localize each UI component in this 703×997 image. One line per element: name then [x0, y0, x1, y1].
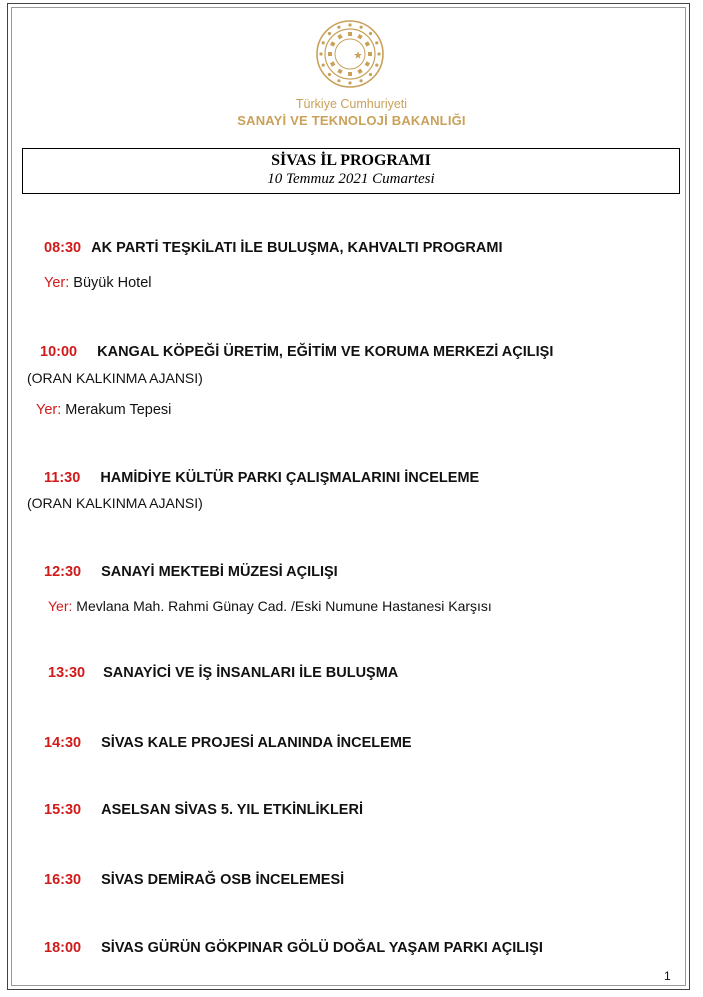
- country-name: Türkiye Cumhuriyeti: [295, 97, 408, 111]
- event-title: AK PARTİ TEŞKİLATI İLE BULUŞMA, KAHVALTI PROGRAMI: [91, 240, 503, 256]
- event-time: 13:30: [48, 665, 86, 681]
- program-date: 10 Temmuz 2021 Cumartesi: [267, 171, 435, 187]
- program-title: SİVAS İL PROGRAMI: [271, 152, 431, 169]
- event-row: [40, 344, 553, 360]
- event-note: (ORAN KALKINMA AJANSI): [27, 495, 203, 511]
- event-title: SİVAS GÜRÜN GÖKPINAR GÖLÜ DOĞAL YAŞAM PARKI AÇILIŞI: [101, 940, 543, 956]
- location-text: Mevlana Mah. Rahmi Günay Cad. /Eski Numune Hastanesi Karşısı: [76, 598, 492, 614]
- event-location: [36, 402, 171, 418]
- event-note: (ORAN KALKINMA AJANSI): [27, 370, 203, 386]
- event-title: ASELSAN SİVAS 5. YIL ETKİNLİKLERİ: [101, 802, 363, 818]
- event-row: [48, 665, 398, 681]
- event-time: 08:30: [44, 240, 82, 256]
- location-label: Yer:: [48, 598, 73, 614]
- event-title: SANAYİ MEKTEBİ MÜZESİ AÇILIŞI: [101, 564, 338, 580]
- event-row: [44, 872, 344, 888]
- event-row: [44, 470, 479, 486]
- location-label: Yer:: [44, 275, 70, 291]
- event-row: [44, 564, 338, 580]
- event-time: 10:00: [40, 344, 78, 360]
- event-title: SİVAS DEMİRAĞ OSB İNCELEMESİ: [101, 872, 345, 888]
- location-label: Yer:: [36, 402, 62, 418]
- event-title: SİVAS KALE PROJESİ ALANINDA İNCELEME: [101, 735, 412, 751]
- event-title: KANGAL KÖPEĞİ ÜRETİM, EĞİTİM VE KORUMA MERKEZİ AÇILIŞI: [97, 344, 554, 360]
- event-time: 15:30: [44, 802, 82, 818]
- event-time: 14:30: [44, 735, 82, 751]
- event-row: [44, 802, 363, 818]
- ministry-name: SANAYİ VE TEKNOLOJİ BAKANLIĞI: [237, 113, 466, 128]
- ministry-seal-icon: [314, 18, 386, 90]
- event-time: 18:00: [44, 940, 82, 956]
- event-title: HAMİDİYE KÜLTÜR PARKI ÇALIŞMALARINI İNCELEME: [100, 470, 480, 486]
- program-title-box: [22, 148, 680, 194]
- event-row: [44, 940, 543, 956]
- event-time: 16:30: [44, 872, 82, 888]
- event-row: [44, 240, 502, 256]
- event-time: 11:30: [44, 470, 81, 486]
- location-text: Büyük Hotel: [73, 275, 152, 291]
- event-location: [44, 275, 151, 291]
- event-time: 12:30: [44, 564, 82, 580]
- page-number: 1: [664, 969, 671, 983]
- event-location: [48, 598, 492, 614]
- event-title: SANAYİCİ VE İŞ İNSANLARI İLE BULUŞMA: [103, 665, 399, 681]
- event-row: [44, 735, 412, 751]
- location-text: Merakum Tepesi: [65, 402, 172, 418]
